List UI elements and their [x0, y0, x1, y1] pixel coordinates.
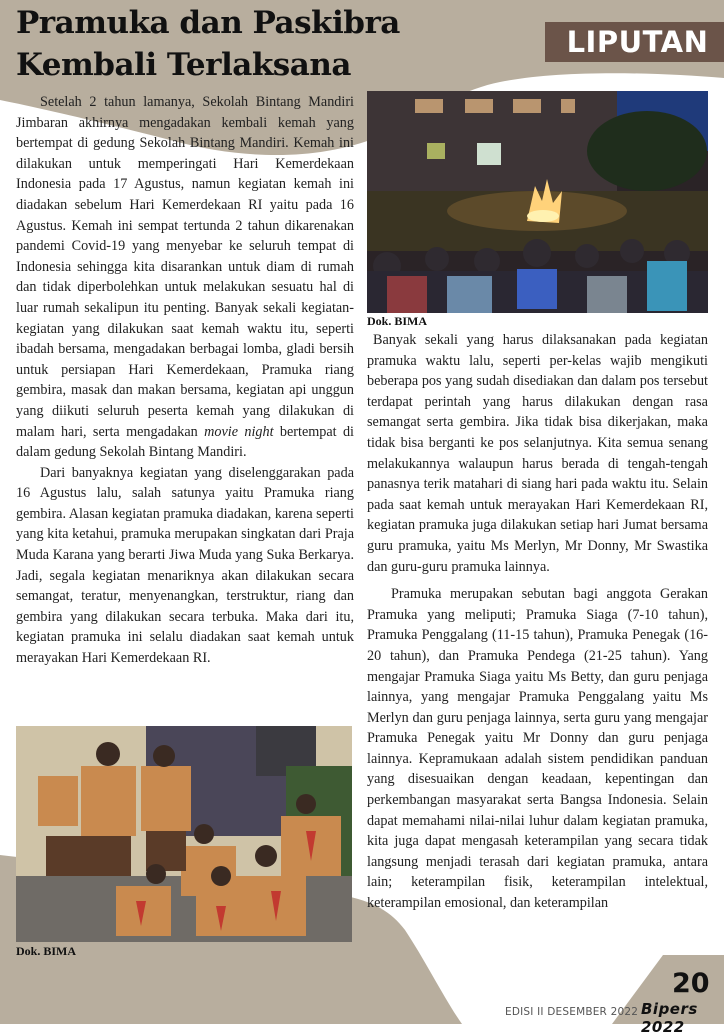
magazine-brand: Bipers 2022: [641, 1000, 698, 1036]
title-line-2: Kembali Terlaksana: [16, 47, 351, 83]
title-line-1: Pramuka dan Paskibra: [16, 5, 400, 41]
campfire-photo: [367, 91, 708, 313]
page-number: 20: [672, 968, 710, 999]
scouts-photo-caption: Dok. BIMA: [16, 944, 77, 958]
paragraph-3: Banyak sekali yang harus dilaksanakan pada kegiatan pramuka waktu lalu, seperti per-kelas wajib mengikuti beberapa pos yang sudah disediakan dan dalam pos tersebut terdapat perintah yang harus dilakukan dengan rasa semangat serta gembira. Jika tidak bisa dikerjakan, maka tidak bisa berganti ke pos selanjutnya. Kita semua senang melakukannya walaupun harus berada di tengah-tengah panasnya terik matahari di siang hari pada waktu itu. Selain pada saat kemah untuk merayakan Hari Kemerdekaan RI, kegiatan pramuka juga dilakukan setiap hari Jumat bersama guru pramuka, yaitu Ms Merlyn, Mr Donny, Mr Swastika dan guru-guru pramuka lainnya.: [367, 332, 708, 575]
article-left-column: [16, 92, 354, 669]
article-title: [16, 2, 400, 86]
paragraph-1: Setelah 2 tahun lamanya, Sekolah Bintang Mandiri Jimbaran akhirnya mengadakan kembali kemah yang bertempat di gedung Sekolah Bintang Mandiri. Kemah ini dilakukan untuk memperingati Hari Kemerdekaan Indonesia pada 17 Agustus, namun kegiatan kemah ini diadakan sebelum Hari Kemerdekaan RI yaitu pada 16 Agustus. Kemah ini sempat tertunda 2 tahun dikarenakan pandemi Covid-19 yang menyebar ke seluruh tempat di Indonesia sehingga kita disarankan untuk diam di rumah dan tidak diperbolehkan untuk melakukan sesuatu hal di luar rumah sekalipun itu penting. Banyak sekali kegiatan-kegiatan yang dilakukan saat kemah waktu itu, seperti ibadah bersama, mengadakan berbagai lomba, gladi bersih untuk persiapan Hari Kemerdekaan, Pramuka riang gembira, masak dan makan bersama, kegiatan api unggun yang diikuti seluruh peserta kemah yang dilakukan di malam hari, serta mengadakan movie night bertempat di dalam gedung Sekolah Bintang Mandiri.: [16, 94, 355, 461]
section-badge: [545, 22, 724, 62]
section-label: LIPUTAN: [566, 25, 709, 59]
movie-night-italic: movie night: [204, 423, 274, 440]
edition-label: EDISI II DESEMBER 2022: [505, 1006, 639, 1018]
scouts-group-photo: [16, 726, 352, 942]
paragraph-2: Dari banyaknya kegiatan yang diselenggarakan pada 16 Agustus lalu, salah satunya yaitu Pramuka riang gembira. Alasan kegiatan pramuka diadakan, karena seperti yang kita ketahui, pramuka merupakan singkatan dari Praja Muda Karana yang berarti Jiwa Muda yang Suka Berkarya. Jadi, segala kegiatan menariknya akan dilakukan secara semangat, teratur, menyenangkan, terstruktur, riang dan gembira yang dilakukan secara terbuka. Maka dari itu, kegiatan pramuka ini selalu diadakan saat kemah untuk merayakan Hari Kemerdekaan RI.: [16, 464, 354, 667]
campfire-photo-caption: Dok. BIMA: [367, 314, 428, 328]
paragraph-4: Pramuka merupakan sebutan bagi anggota Gerakan Pramuka yang meliputi; Pramuka Siaga (7-10 tahun), Pramuka Penggalang (11-15 tahun), Pramuka Penegak (16-20 tahun), dan Pramuka Pendega (21-25 tahun). Yang mengajar Pramuka Siaga yaitu Ms Betty, dan guru penjaga lainnya, yang mengajar Pramuka Penggalang yaitu Ms Merlyn dan guru penjaga lainnya, serta guru yang mengajar Pramuka Penegak yaitu Mr Donny dan guru penjaga lainnya. Kepramukaan adalah sistem pendidikan panduan yang disesuaikan dengan keadaan, kepentingan dan perkembangan masyarakat serta Bangsa Indonesia. Selain dapat memahami nilai-nilai luhur dalam kegiatan pramuka, kita juga dapat mengasah keterampilan yang secara tidak langsung menjadi terasah dari kegiatan pramuka, antara lain; keterampilan fisik, keterampilan intelektual, keterampilan emosional, dan keterampilan: [367, 586, 708, 912]
article-right-column: [367, 330, 708, 914]
